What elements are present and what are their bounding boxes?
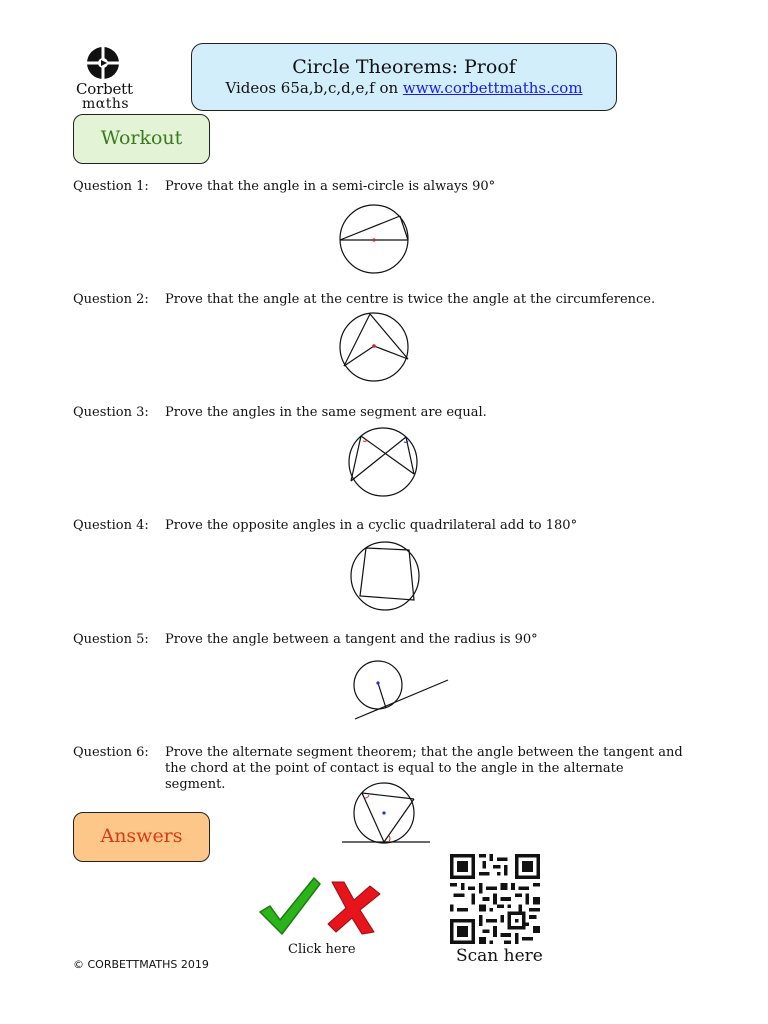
page-title: Circle Theorems: Proof [292,56,516,78]
title-box [191,43,617,111]
click-here-label[interactable]: Click here [288,942,356,957]
question-5-text: Prove the angle between a tangent and the radius is 90° [165,632,538,647]
question-6-number: Question 6: [73,745,149,760]
semicircle-diagram [338,204,412,274]
page-subtitle [192,78,616,98]
cyclic-quadrilateral-diagram [348,540,422,610]
answer-check-link[interactable] [258,876,384,936]
logo-wordmark-maths: mαths [82,96,130,112]
scan-here-label: Scan here [456,946,543,966]
alternate-segment-diagram [342,783,432,845]
question-2-number: Question 2: [73,292,149,307]
question-4-text: Prove the opposite angles in a cyclic quadrilateral add to 180° [165,518,578,533]
website-link[interactable]: www.corbettmaths.com [402,79,583,97]
question-5-number: Question 5: [73,632,149,647]
angle-at-centre-diagram [338,312,412,382]
question-2-text: Prove that the angle at the centre is twice the angle at the circumference. [165,292,656,307]
workout-label: Workout [73,114,210,164]
corbett-logo [70,46,140,112]
same-segment-diagram [346,427,420,497]
tangent-radius-diagram [350,660,450,722]
question-1-number: Question 1: [73,179,149,194]
qr-code[interactable] [450,854,540,944]
copyright-footer: © CORBETTMATHS 2019 [73,958,209,971]
checkmark-icon [260,878,320,934]
question-6-text: Prove the alternate segment theorem; that the angle between the tangent and the chord at the point of contact is equal to the angle in the alternate segment. [165,745,683,792]
question-3-text: Prove the angles in the same segment are equal. [165,405,487,420]
question-1-text: Prove that the angle in a semi-circle is always 90° [165,179,496,194]
answers-button[interactable]: Answers [73,812,210,862]
corbett-logo-icon [70,46,140,82]
question-4-number: Question 4: [73,518,149,533]
subtitle-prefix: Videos 65a,b,c,d,e,f on [225,79,403,97]
question-3-number: Question 3: [73,405,149,420]
cross-icon [328,882,380,934]
logo-wordmark: Corbett [76,80,133,98]
